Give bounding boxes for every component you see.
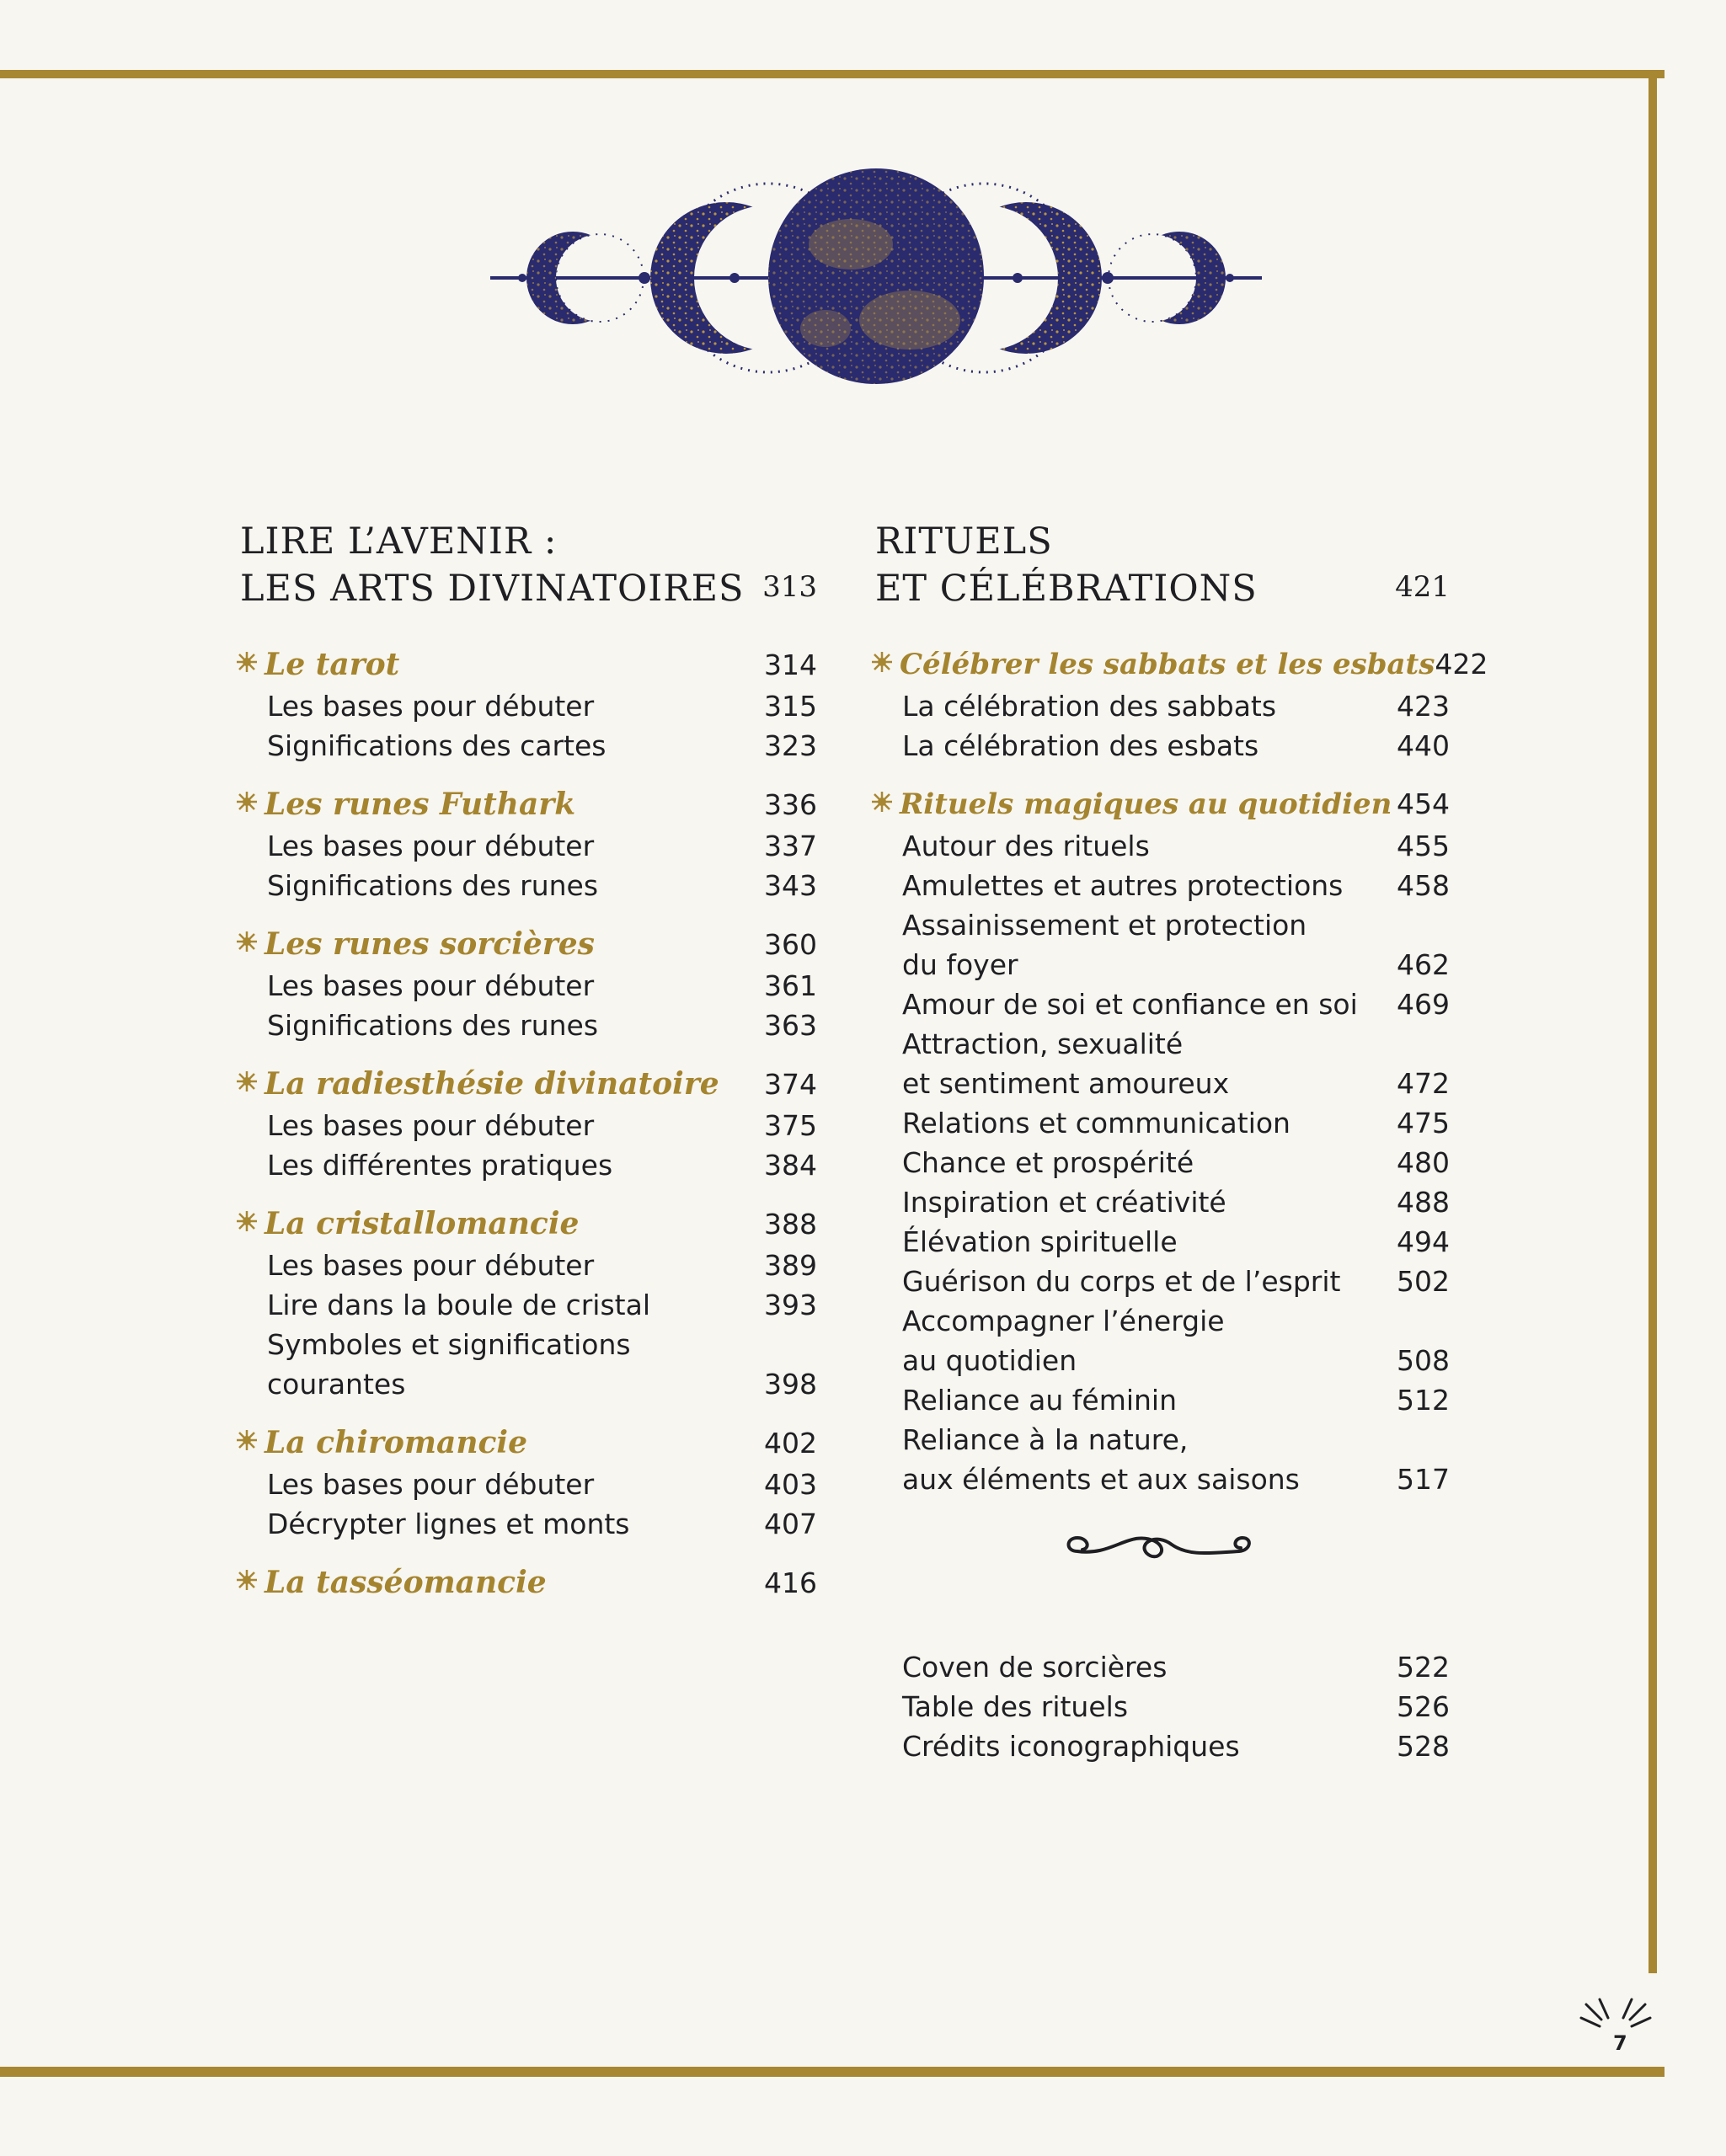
page-number: 407 [764, 1508, 817, 1540]
entry-label-line: courantes [267, 1368, 406, 1401]
toc-section [240, 1421, 817, 1544]
page-number: 416 [764, 1566, 817, 1599]
page-number: 512 [1397, 1384, 1450, 1417]
page-number: 336 [764, 788, 817, 821]
section-heading[interactable] [240, 782, 817, 826]
toc-entry[interactable] [240, 1106, 817, 1145]
toc-entry[interactable] [875, 686, 1450, 726]
part-title-line: RITUELS [875, 520, 1053, 563]
section-heading[interactable] [240, 1202, 817, 1246]
entry-label: Les bases pour débuter [267, 1249, 595, 1282]
page-number: 472 [1397, 1067, 1450, 1100]
entry-label: Les bases pour débuter [267, 690, 595, 723]
entry-label: Les bases pour débuter [267, 1468, 595, 1501]
part-heading [875, 518, 1450, 617]
page-number: 526 [1397, 1690, 1450, 1723]
star-bullet-icon [235, 1568, 259, 1592]
entry-label: Les bases pour débuter [267, 830, 595, 862]
page-number: 517 [1397, 1463, 1450, 1496]
flourish-ornament [875, 1523, 1450, 1607]
moon-phases-illustration [489, 152, 1264, 404]
page-number: 440 [1397, 729, 1450, 762]
part-title [240, 518, 817, 612]
entry-label: La célébration des sabbats [902, 690, 1277, 723]
toc-entry[interactable] [240, 726, 817, 766]
toc-entry[interactable] [240, 966, 817, 1006]
toc-left-column [240, 518, 817, 1621]
page-number: 374 [764, 1068, 817, 1101]
toc-entry[interactable] [875, 1024, 1450, 1103]
toc-entry[interactable] [875, 1182, 1450, 1222]
toc-entry[interactable] [875, 1222, 1450, 1262]
toc-entry[interactable] [875, 905, 1450, 985]
page-number: 323 [764, 729, 817, 762]
part-heading [240, 518, 817, 617]
entry-label [875, 905, 1307, 985]
star-bullet-icon [235, 1428, 259, 1452]
entry-label-line: aux éléments et aux saisons [902, 1463, 1300, 1496]
page-number: 360 [764, 928, 817, 961]
entry-label: Amulettes et autres protections [902, 869, 1344, 902]
toc-entry[interactable] [875, 1647, 1450, 1687]
entry-label: Significations des runes [267, 869, 599, 902]
toc-section [240, 1561, 817, 1604]
page-number: 337 [764, 830, 817, 862]
page-number: 389 [764, 1249, 817, 1282]
entry-label [875, 1420, 1300, 1499]
toc-entry[interactable] [875, 1143, 1450, 1182]
entry-label: Coven de sorcières [902, 1651, 1168, 1684]
section-title: Célébrer les sabbats et les esbats [900, 648, 1435, 681]
entry-label-line: Assainissement et protection [902, 909, 1307, 942]
entry-label: Décrypter lignes et monts [267, 1508, 630, 1540]
entry-label: Guérison du corps et de l’esprit [902, 1265, 1341, 1298]
part-page-number: 421 [1395, 570, 1450, 604]
section-title: Le tarot [265, 647, 400, 682]
toc-entry[interactable] [240, 866, 817, 905]
toc-entry[interactable] [240, 1246, 817, 1285]
entry-label-line: Reliance à la nature, [902, 1423, 1189, 1456]
section-heading[interactable] [875, 643, 1488, 686]
toc-entry[interactable] [875, 1380, 1450, 1420]
toc-section [240, 643, 817, 766]
page-number: 315 [764, 690, 817, 723]
star-bullet-icon [870, 650, 894, 674]
entry-label: Significations des cartes [267, 729, 607, 762]
part-title [875, 518, 1450, 612]
page-number: 455 [1397, 830, 1450, 862]
page-number: 393 [764, 1289, 817, 1321]
page-number: 475 [1397, 1107, 1450, 1139]
section-heading[interactable] [240, 1062, 817, 1106]
page-number: 423 [1397, 690, 1450, 723]
toc-section [240, 1202, 817, 1404]
section-title: La radiesthésie divinatoire [265, 1066, 719, 1102]
toc-entry[interactable] [875, 1726, 1450, 1766]
appendix-list [875, 1647, 1450, 1766]
entry-label-line: du foyer [902, 948, 1018, 981]
page-number: 522 [1397, 1651, 1450, 1684]
toc-section [875, 782, 1450, 1499]
entry-label: Les bases pour débuter [267, 969, 595, 1002]
entry-label: Élévation spirituelle [902, 1225, 1178, 1258]
entry-label-line: Accompagner l’énergie [902, 1305, 1225, 1337]
section-title: Rituels magiques au quotidien [900, 787, 1392, 821]
page-number: 388 [764, 1208, 817, 1241]
section-heading[interactable] [240, 643, 817, 686]
part-title-line: ET CÉLÉBRATIONS [875, 568, 1258, 610]
frame-top-border [0, 70, 1665, 78]
page-folio-number: 7 [1613, 2031, 1627, 2055]
section-title: La cristallomancie [265, 1206, 580, 1241]
toc-entry[interactable] [875, 866, 1450, 905]
toc-entry[interactable] [240, 1465, 817, 1504]
toc-entry[interactable] [240, 1145, 817, 1185]
entry-label: Chance et prospérité [902, 1146, 1194, 1179]
star-bullet-icon [235, 1209, 259, 1233]
page-number: 363 [764, 1009, 817, 1042]
toc-section [240, 1062, 817, 1185]
page-number: 343 [764, 869, 817, 902]
page-number: 402 [764, 1427, 817, 1460]
entry-label-line: et sentiment amoureux [902, 1067, 1230, 1100]
entry-label: Amour de soi et confiance en soi [902, 988, 1358, 1021]
star-bullet-icon [235, 930, 259, 953]
toc-entry[interactable] [875, 985, 1450, 1024]
page-number: 422 [1435, 648, 1488, 680]
entry-label: Reliance au féminin [902, 1384, 1178, 1417]
frame-bottom-border [0, 2067, 1665, 2077]
page-number: 508 [1397, 1344, 1450, 1377]
page-number: 469 [1397, 988, 1450, 1021]
entry-label: Les différentes pratiques [267, 1149, 613, 1182]
toc-right-column [875, 518, 1488, 1766]
toc-section [240, 782, 817, 905]
section-heading[interactable] [875, 782, 1450, 826]
star-bullet-icon [235, 650, 259, 674]
toc-entry[interactable] [240, 1504, 817, 1544]
entry-label: Lire dans la boule de cristal [267, 1289, 650, 1321]
entry-label [875, 1301, 1225, 1380]
toc-entry[interactable] [875, 1103, 1450, 1143]
page-number: 480 [1397, 1146, 1450, 1179]
entry-label [240, 1325, 631, 1404]
toc-entry[interactable] [875, 1687, 1450, 1726]
star-bullet-icon [235, 790, 259, 814]
page-number: 454 [1397, 787, 1450, 820]
entry-label: La célébration des esbats [902, 729, 1259, 762]
page-number: 403 [764, 1468, 817, 1501]
page-number: 314 [764, 648, 817, 681]
entry-label: Relations et communication [902, 1107, 1290, 1139]
part-page-number: 313 [762, 570, 817, 604]
toc-section [240, 922, 817, 1045]
toc-entry[interactable] [875, 726, 1450, 766]
flourish-icon [1062, 1523, 1256, 1573]
toc-entry[interactable] [875, 1262, 1450, 1301]
entry-label-line: Symboles et significations [267, 1328, 631, 1361]
page-number: 502 [1397, 1265, 1450, 1298]
toc-entry[interactable] [875, 1301, 1450, 1380]
page-number: 375 [764, 1109, 817, 1142]
section-title: Les runes Futhark [265, 787, 576, 822]
entry-label: Table des rituels [902, 1690, 1129, 1723]
part-title-line: LES ARTS DIVINATOIRES [240, 568, 745, 610]
toc-entry[interactable] [240, 1325, 817, 1404]
page-number: 494 [1397, 1225, 1450, 1258]
section-title: La chiromancie [265, 1425, 528, 1460]
page-number: 458 [1397, 869, 1450, 902]
entry-label-line: au quotidien [902, 1344, 1077, 1377]
page-number: 384 [764, 1149, 817, 1182]
entry-label: Inspiration et créativité [902, 1186, 1226, 1219]
toc-entry[interactable] [240, 826, 817, 866]
star-bullet-icon [235, 1070, 259, 1093]
entry-label: Significations des runes [267, 1009, 599, 1042]
page-number: 361 [764, 969, 817, 1002]
entry-label: Crédits iconographiques [902, 1730, 1240, 1763]
page-number: 528 [1397, 1730, 1450, 1763]
section-heading[interactable] [240, 1561, 817, 1604]
section-title: Les runes sorcières [265, 926, 595, 962]
section-heading[interactable] [240, 922, 817, 966]
toc-section [875, 643, 1488, 766]
page-number: 398 [764, 1368, 817, 1401]
toc-entry[interactable] [240, 1285, 817, 1325]
entry-label-line: Attraction, sexualité [902, 1027, 1184, 1060]
star-bullet-icon [870, 790, 894, 814]
toc-entry[interactable] [240, 686, 817, 726]
page-number: 488 [1397, 1186, 1450, 1219]
frame-right-border [1649, 70, 1657, 1973]
section-title: La tasséomancie [265, 1565, 547, 1600]
section-heading[interactable] [240, 1421, 817, 1465]
toc-entry[interactable] [875, 826, 1450, 866]
page-number: 462 [1397, 948, 1450, 981]
entry-label: Autour des rituels [902, 830, 1150, 862]
entry-label [875, 1024, 1229, 1103]
part-title-line: LIRE L’AVENIR : [240, 520, 558, 563]
toc-entry[interactable] [240, 1006, 817, 1045]
entry-label: Les bases pour débuter [267, 1109, 595, 1142]
toc-entry[interactable] [875, 1420, 1450, 1499]
